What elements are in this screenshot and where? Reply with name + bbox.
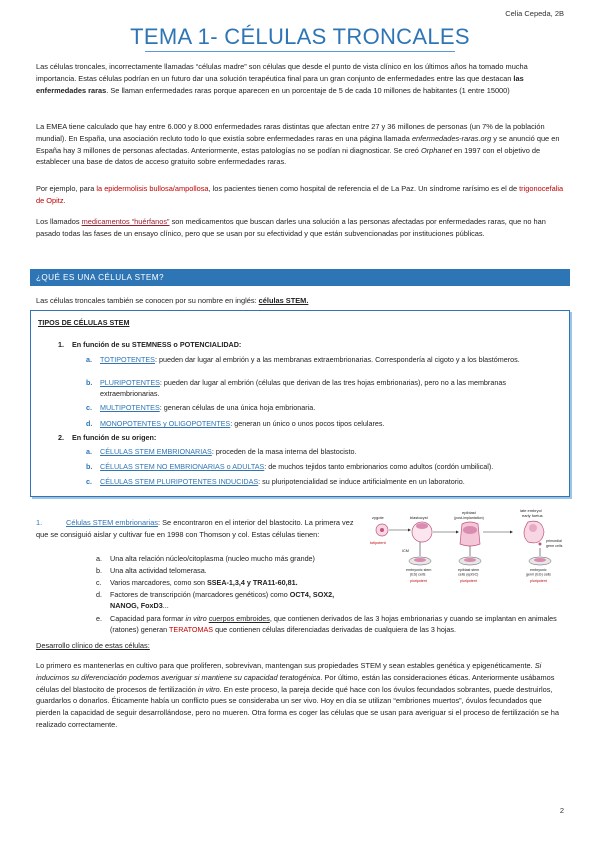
figure-label-post-impl: (post-implantation) [454, 516, 484, 520]
epiblast-core [463, 526, 477, 534]
group-origin: 2. En función de su origen: [58, 433, 157, 442]
list-item: a. TOTIPOTENTES: pueden dar lugar al embrión y a las membranas extraembrionarias. Correspondería al cigoto y a los blastómeros. [86, 355, 520, 364]
figure-label-late-embryo: late embryo/ [520, 508, 543, 513]
figure-label-pluri2: pluripotent [460, 579, 477, 583]
arrow-2-head [456, 531, 459, 534]
clinical-heading: Desarrollo clínico de estas células: [36, 641, 150, 650]
figure-label-icm: ICM [402, 549, 409, 553]
figure-label-germ: germ cells [546, 544, 563, 548]
stem-cell-origin-figure [370, 508, 570, 588]
intro-paragraph-1: Las células troncales, incorrectamente llamadas “células madre” son células que desde el punto de vista clínico en los últimos años ha tomado mucha importancia. Estas células podrían en un futuro dar una solución terapéutica final para un gran conjunto de enfermedades entre las que destacan las enfermedades raras. Se llaman enfermedades raras porque aparecen en un porcentaje de 5 de cada 10 millones de habitantes (1 entre 15000) [36, 62, 528, 95]
figure-label-eg1: embryonic [530, 568, 547, 572]
list-item: c. MULTIPOTENTES: generan células de una única hoja embrionaria. [86, 403, 316, 412]
figure-label-epi2: cells (epiSC) [458, 572, 479, 577]
eg-colony [534, 558, 546, 562]
figure-label-zygote: zygote [372, 515, 384, 520]
zygote-nucleus [380, 528, 384, 532]
embryonic-heading: 1. Células STEM embrionarias: Se encontraron en el interior del blastocito. La primera vez que se consiguió aislar y cultivar fue en 1998 con Thomson y col. Estas células tienen: [36, 518, 354, 539]
figure-label-totipotent: totipotent [370, 541, 386, 545]
list-item: e. Capacidad para formar in vitro cuerpos embroides, que contienen derivados de las 3 hojas embrionarias y cuando se implantan en animales (ratones) generan TERATOMAS que contienen células diferenciadas derivadas de cualquiera de las 3 hojas. [96, 614, 557, 634]
figure-label-es1: embryonic stem [406, 568, 432, 572]
intro-paragraph-2: La EMEA tiene calculado que hay entre 6.000 y 8.000 enfermedades raras distintas que afectan entre 27 y 36 millones de personas (un 7% de la población mundial). En España, una asociación recluto todo lo que existía sobre enfermedades raras en una página llamada enfermedades-raras.org y se anunció que en España hay 3 millones de personas afectadas. Anteriormente, estas patologías no se podían ni diagnosticar. Se creó Orphanet en 1997 con el objetivo de establecer una base de datos de acceso gratuito sobre enfermedades raras. [36, 122, 560, 167]
orphan-drugs-term: medicamentos “huérfanos” [81, 217, 170, 226]
arrow-3-head [510, 531, 513, 534]
title-underline [145, 51, 455, 52]
germ-dot [539, 543, 542, 546]
figure-label-epiblast: epiblast [462, 510, 476, 515]
disease-name-1: la epidermolisis bullosa/ampollosa [96, 184, 209, 193]
icm-mass [416, 523, 428, 529]
list-item: b. PLURIPOTENTES: pueden dar lugar al embrión (células que derivan de las tres hojas embrionarias), pero no a las membranas extraembrionarias. [86, 378, 506, 399]
figure-label-es2: (ES) cells [410, 572, 426, 577]
author-header: Celia Cepeda, 2B [505, 9, 564, 18]
intro-paragraph-4: Los llamados medicamentos “huérfanos” son medicamentos que buscan darles una solución a las personas afectadas por enfermedades raras, que no han pasado todas las fases de un ensayo clínico, pero que se usan por su efectividad y que están subvencionadas por instituciones públicas. [36, 217, 546, 238]
clinical-paragraph: Lo primero es mantenerlas en cultivo para que proliferen, sobrevivan, mantengan sus propiedades STEM y sean estables genética y epigenéticamente. Si inducimos su diferenciación podemos averiguar si mantiene su capacidad teratogénica. Por último, están las consideraciones éticas. Anteriormente usábamos células del blastocito de procesos de fertilización in vitro. En este proceso, la pareja decide qué hace con los óvulos fecundados sobrantes, puede destruirlos, guardarlos o donarlos. Éticamente había un conflicto pues se consideraba un ser vivo. Hoy en día se utilizan “embriones muertos”, óvulos fecundados que pierden la capacidad de seguir desarrollándose, pero no mueren. Otra forma es coger las células que se usan para averiguar si el proceso de fertilización se ha realizado correctamente. [36, 661, 559, 729]
group-potency: 1. En función de su STEMNESS o POTENCIALIDAD: [58, 340, 242, 349]
figure-label-primordial: primordial [546, 539, 562, 543]
page-number: 2 [559, 806, 564, 815]
teratomas-term: TERATOMAS [169, 624, 214, 634]
list-item: d. Factores de transcripción (marcadores genéticos) como OCT4, SOX2, NANOG, FoxD3... [96, 590, 335, 610]
figure-label-epi1: epiblast stem [458, 568, 480, 572]
list-item: c. Varios marcadores, como son SSEA-1,3,4 y TRA11-60,81. [96, 578, 298, 587]
list-item: c. CÉLULAS STEM PLURIPOTENTES INDUCIDAS: su pluripotencialidad se induce artificialmente en un laboratorio. [86, 477, 465, 486]
list-item: a. CÉLULAS STEM EMBRIONARIAS: proceden de la masa interna del blastocisto. [86, 447, 357, 456]
page-title: TEMA 1- CÉLULAS TRONCALES [130, 24, 470, 49]
figure-label-pluri1: pluripotent [410, 579, 427, 583]
arrow-1-head [408, 529, 411, 532]
es-colony [414, 558, 426, 562]
list-item: a. Una alta relación núcleo/citoplasma (nucleo mucho más grande) [96, 554, 315, 563]
list-item: b. CÉLULAS STEM NO EMBRIONARIAS o ADULTAS: de muchos tejidos tanto embrionarios como adultos (cordón umbilical). [86, 462, 494, 471]
figure-label-early-foetus: early foetus [522, 513, 543, 518]
figure-label-blastocyst: blastocyst [410, 515, 428, 520]
figure-label-pluri3: pluripotent [530, 579, 547, 583]
stem-types-title: TIPOS DE CÉLULAS STEM [38, 318, 130, 327]
section-heading-bar: ¿QUÉ ES UNA CÉLULA STEM? [30, 269, 570, 286]
foetus-head [529, 524, 537, 532]
section-intro: Las células troncales también se conocen por su nombre en inglés: células STEM. [36, 296, 309, 305]
epi-colony [464, 558, 476, 562]
disease-name-2: trigonocefalia de Opitz [36, 184, 564, 205]
intro-paragraph-3: Por ejemplo, para la epidermolisis bullosa/ampollosa, los pacientes tienen como hospital de referencia el de La Paz. Un síndrome rarísimo es el de trigonocefalia de Opitz. [36, 184, 564, 205]
figure-label-eg2: germ (EG) cells [526, 572, 551, 577]
list-item: d. MONOPOTENTES y OLIGOPOTENTES: generan un único o unos pocos tipos celulares. [86, 419, 385, 428]
list-item: b. Una alta actividad telomerasa. [96, 566, 207, 575]
